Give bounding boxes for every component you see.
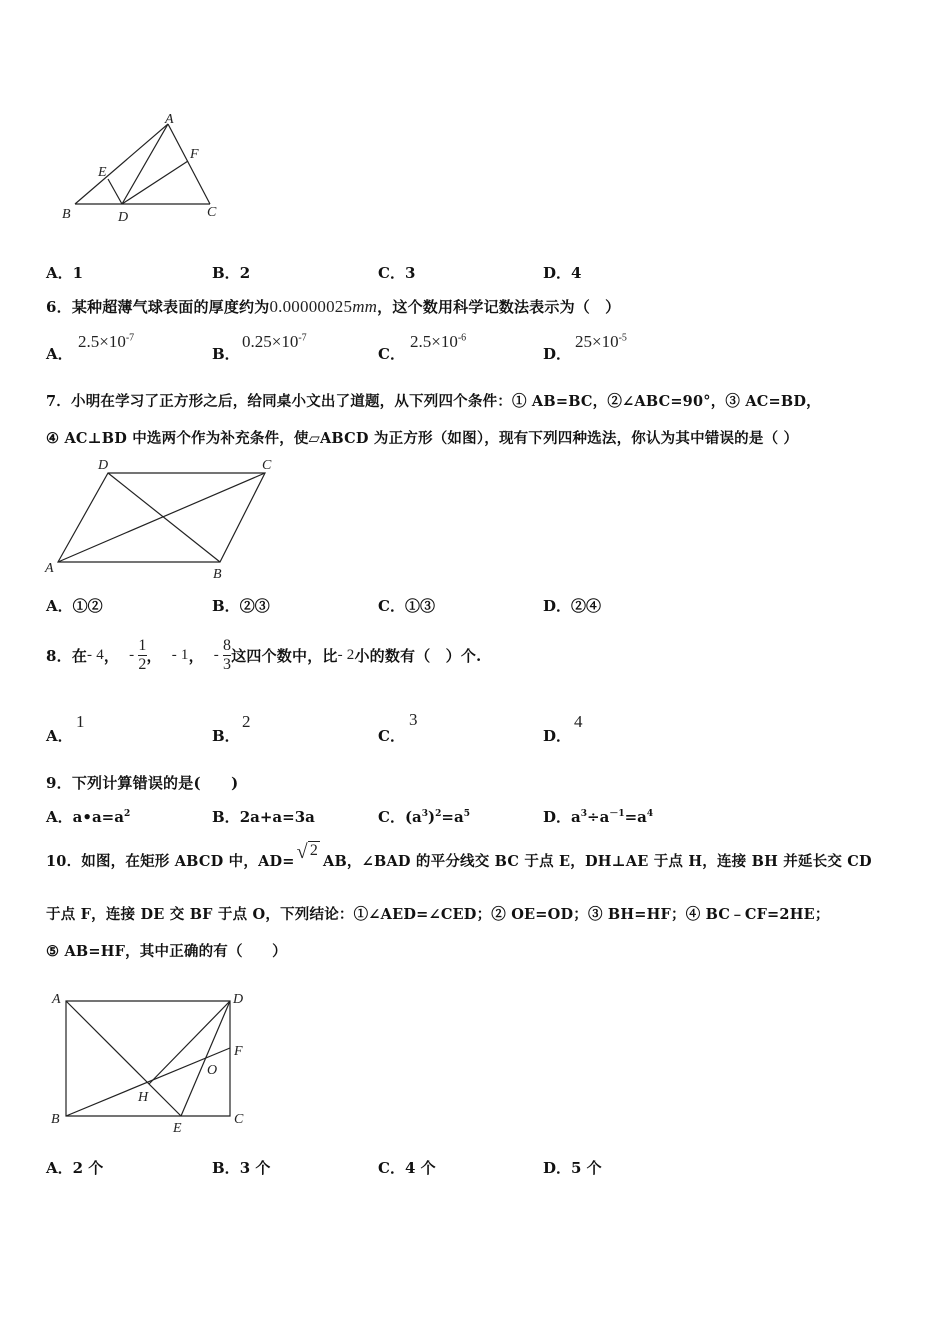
q6-option-a-value: [78, 332, 134, 352]
q7-option-b[interactable]: [212, 595, 270, 616]
denominator: 3: [222, 655, 232, 673]
q9-option-a[interactable]: [46, 806, 130, 827]
segment-df: [122, 161, 188, 204]
q5-option-a[interactable]: [46, 262, 83, 283]
expr-eq: =a: [624, 808, 647, 826]
times-sign: ×: [271, 332, 282, 351]
q6-stem: [46, 296, 620, 317]
q10-l1-b: AB，∠BAD 的平分线交 BC 于点 E，DH⊥AE 于点 H，连接 BH 并延长交 CD: [323, 852, 872, 870]
q8-n1: - 4: [87, 646, 104, 663]
exponent: -7: [298, 332, 307, 344]
label-o: O: [207, 1063, 218, 1078]
option-letter: A．: [46, 1159, 73, 1177]
exponent-1: 3: [580, 809, 588, 819]
q8-option-d-value: 4: [574, 712, 583, 731]
q8-neg4: -: [213, 646, 219, 663]
q8-sep2: ，: [146, 646, 162, 665]
q8-prefix: 8．在: [46, 646, 88, 665]
triangle-figure-q5: [55, 108, 235, 228]
q9-option-d[interactable]: [543, 806, 653, 827]
option-letter: C．: [378, 1159, 405, 1177]
q10-option-d[interactable]: [543, 1157, 602, 1178]
option-value: 5 个: [571, 1159, 602, 1177]
exponent: 2: [123, 809, 131, 819]
expr: 2a+a=3a: [239, 808, 315, 826]
base: 10: [281, 332, 299, 351]
option-value: 4: [571, 264, 582, 282]
sqrt-radicand: 2: [309, 841, 319, 859]
q8-option-b-value: 2: [242, 712, 251, 731]
segment-ad: [122, 124, 168, 204]
label-b: B: [213, 567, 222, 582]
exponent: -6: [457, 332, 467, 344]
q9-stem: 9．下列计算错误的是( ): [46, 774, 239, 792]
inner-exponent: 3: [421, 809, 429, 819]
rectangle-figure-q10: [40, 985, 270, 1135]
q8-suffix: 小的数有（ ）个.: [354, 646, 482, 665]
option-letter: C．: [378, 345, 405, 363]
sqrt-sign: √: [296, 840, 308, 863]
q6-option-d[interactable]: [543, 343, 571, 364]
segment-ba: [75, 124, 168, 204]
q6-unit: mm: [352, 297, 378, 316]
mantissa: 25: [575, 332, 592, 351]
q6-option-b-value: [242, 332, 307, 352]
option-letter: D．: [543, 345, 572, 363]
option-value: 2 个: [72, 1159, 104, 1177]
option-value: ②③: [239, 597, 270, 615]
q6-option-c-value: [410, 332, 466, 352]
q8-option-b[interactable]: [212, 725, 240, 746]
option-value: ①②: [72, 597, 103, 615]
q6-stem-after: ，这个数用科学记数法表示为（ ）: [377, 298, 621, 316]
label-c: C: [262, 458, 272, 473]
q8-n5: - 2: [337, 646, 355, 663]
q6-number: 0.00000025: [269, 297, 353, 316]
label-d: D: [233, 992, 244, 1007]
option-value: 3: [404, 264, 416, 282]
segment-ac: [168, 124, 210, 204]
numerator: 1: [138, 636, 147, 654]
fraction-eight-thirds: [223, 637, 231, 673]
denominator: 2: [138, 655, 147, 673]
option-letter: D．: [543, 1159, 572, 1177]
option-letter: B．: [212, 727, 240, 745]
label-d: D: [98, 458, 109, 473]
q7-option-d[interactable]: [543, 595, 601, 616]
label-c: C: [207, 205, 217, 220]
option-letter: B．: [212, 264, 240, 282]
option-letter: B．: [212, 597, 240, 615]
q8-option-a-value: 1: [76, 712, 85, 731]
fraction-one-half: [138, 637, 146, 673]
option-letter: C．: [378, 597, 405, 615]
q10-stem-line1: [46, 840, 872, 880]
exponent: -7: [125, 332, 135, 344]
label-f: F: [190, 147, 199, 162]
q8-mid: 这四个数中，比: [231, 646, 338, 665]
label-b: B: [62, 207, 71, 222]
parallelogram-figure-q7: [40, 455, 290, 585]
q5-option-d[interactable]: [543, 262, 581, 283]
option-letter: A．: [46, 345, 73, 363]
option-letter: C．: [378, 727, 405, 745]
segment-bf: [66, 1048, 230, 1116]
mantissa: 2.5: [410, 332, 432, 351]
label-e: E: [173, 1121, 182, 1135]
q8-neg2: -: [129, 646, 135, 663]
q9-option-b[interactable]: [212, 806, 315, 827]
label-f: F: [234, 1044, 243, 1059]
label-a: A: [52, 992, 61, 1007]
times-sign: ×: [431, 332, 441, 351]
option-value: 3 个: [239, 1159, 271, 1177]
q6-option-d-value: [575, 332, 627, 352]
label-a: A: [45, 561, 54, 576]
expr-open: (a: [404, 808, 422, 826]
base: 10: [108, 332, 126, 351]
q8-option-c[interactable]: [378, 725, 405, 746]
option-letter: C．: [378, 808, 405, 826]
q8-sep3: ，: [188, 646, 204, 665]
q8-option-c-value: 3: [409, 710, 418, 729]
q10-option-a[interactable]: [46, 1157, 103, 1178]
option-value: 1: [72, 264, 84, 282]
q10-option-c[interactable]: [378, 1157, 436, 1178]
option-letter: B．: [212, 808, 240, 826]
q10-option-b[interactable]: [212, 1157, 270, 1178]
segment-ae: [66, 1001, 181, 1116]
option-value: 2: [239, 264, 251, 282]
q6-stem-before: 6．某种超薄气球表面的厚度约为: [46, 298, 270, 316]
times-sign: ×: [592, 332, 602, 351]
expr-rest: =a: [441, 808, 464, 826]
q7-option-a[interactable]: [46, 595, 103, 616]
diagonal-bd: [108, 473, 220, 562]
option-value: 4 个: [404, 1159, 436, 1177]
q6-option-c[interactable]: [378, 343, 405, 364]
q9-option-c[interactable]: [378, 806, 470, 827]
q7-stem-line2: ④ AC⊥BD 中选两个作为补充条件，使▱ABCD 为正方形（如图），现有下列四种选法，你认为其中错误的是（ ）: [46, 430, 799, 447]
option-letter: D．: [543, 597, 572, 615]
q5-option-b[interactable]: [212, 262, 250, 283]
mantissa: 2.5: [78, 332, 100, 351]
option-letter: A．: [46, 727, 73, 745]
exponent-2: －1: [609, 809, 625, 819]
q7-option-c[interactable]: [378, 595, 435, 616]
option-letter: A．: [46, 264, 73, 282]
q10-l1-a: 10．如图，在矩形 ABCD 中，AD=: [46, 852, 295, 870]
q8-option-d[interactable]: [543, 725, 571, 746]
expr-close: ): [428, 808, 436, 826]
expr-div: ÷a: [587, 808, 610, 826]
option-letter: D．: [543, 264, 572, 282]
option-letter: D．: [543, 727, 572, 745]
option-letter: C．: [378, 264, 405, 282]
segment-de: [108, 179, 122, 204]
q6-option-b[interactable]: [212, 343, 240, 364]
q8-sep1: ，: [103, 646, 120, 665]
option-letter: B．: [212, 345, 240, 363]
q6-option-a[interactable]: [46, 343, 73, 364]
q8-stem: [46, 630, 481, 680]
label-e: E: [98, 165, 107, 180]
base: 10: [440, 332, 458, 351]
expr-a: a: [571, 808, 581, 826]
label-d: D: [118, 210, 129, 225]
option-letter: D．: [543, 808, 572, 826]
option-letter: B．: [212, 1159, 240, 1177]
numerator: 8: [222, 636, 232, 654]
label-c: C: [234, 1112, 244, 1127]
q8-n3: - 1: [171, 646, 189, 663]
label-b: B: [51, 1112, 60, 1127]
times-sign: ×: [99, 332, 109, 351]
outer-exponent: 2: [435, 809, 442, 819]
segment-dh: [149, 1001, 230, 1084]
label-a: A: [165, 112, 174, 127]
exponent: -5: [618, 332, 627, 344]
q5-option-c[interactable]: [378, 262, 415, 283]
diagonal-ac: [58, 473, 265, 562]
q10-stem-line3: ⑤ AB=HF，其中正确的有（ ）: [46, 943, 287, 960]
q7-stem-line1: 7．小明在学习了正方形之后，给同桌小文出了道题，从下列四个条件：① AB=BC，②∠ABC=90°，③ AC=BD，: [46, 393, 821, 410]
q10-stem-line2: 于点 F，连接 DE 交 BF 于点 O，下列结论：①∠AED=∠CED；② OE=OD；③ BH=HF；④ BC﹣CF=2HE；: [46, 906, 830, 923]
exponent-3: 4: [646, 809, 654, 819]
base: 10: [601, 332, 619, 351]
option-letter: A．: [46, 597, 73, 615]
option-letter: A．: [46, 808, 73, 826]
expr: a•a=a: [72, 808, 124, 826]
option-value: ①③: [404, 597, 435, 615]
mantissa: 0.25: [242, 332, 272, 351]
result-exponent: 5: [463, 809, 470, 819]
q8-option-a[interactable]: [46, 725, 73, 746]
label-h: H: [138, 1090, 149, 1105]
option-value: ②④: [571, 597, 602, 615]
